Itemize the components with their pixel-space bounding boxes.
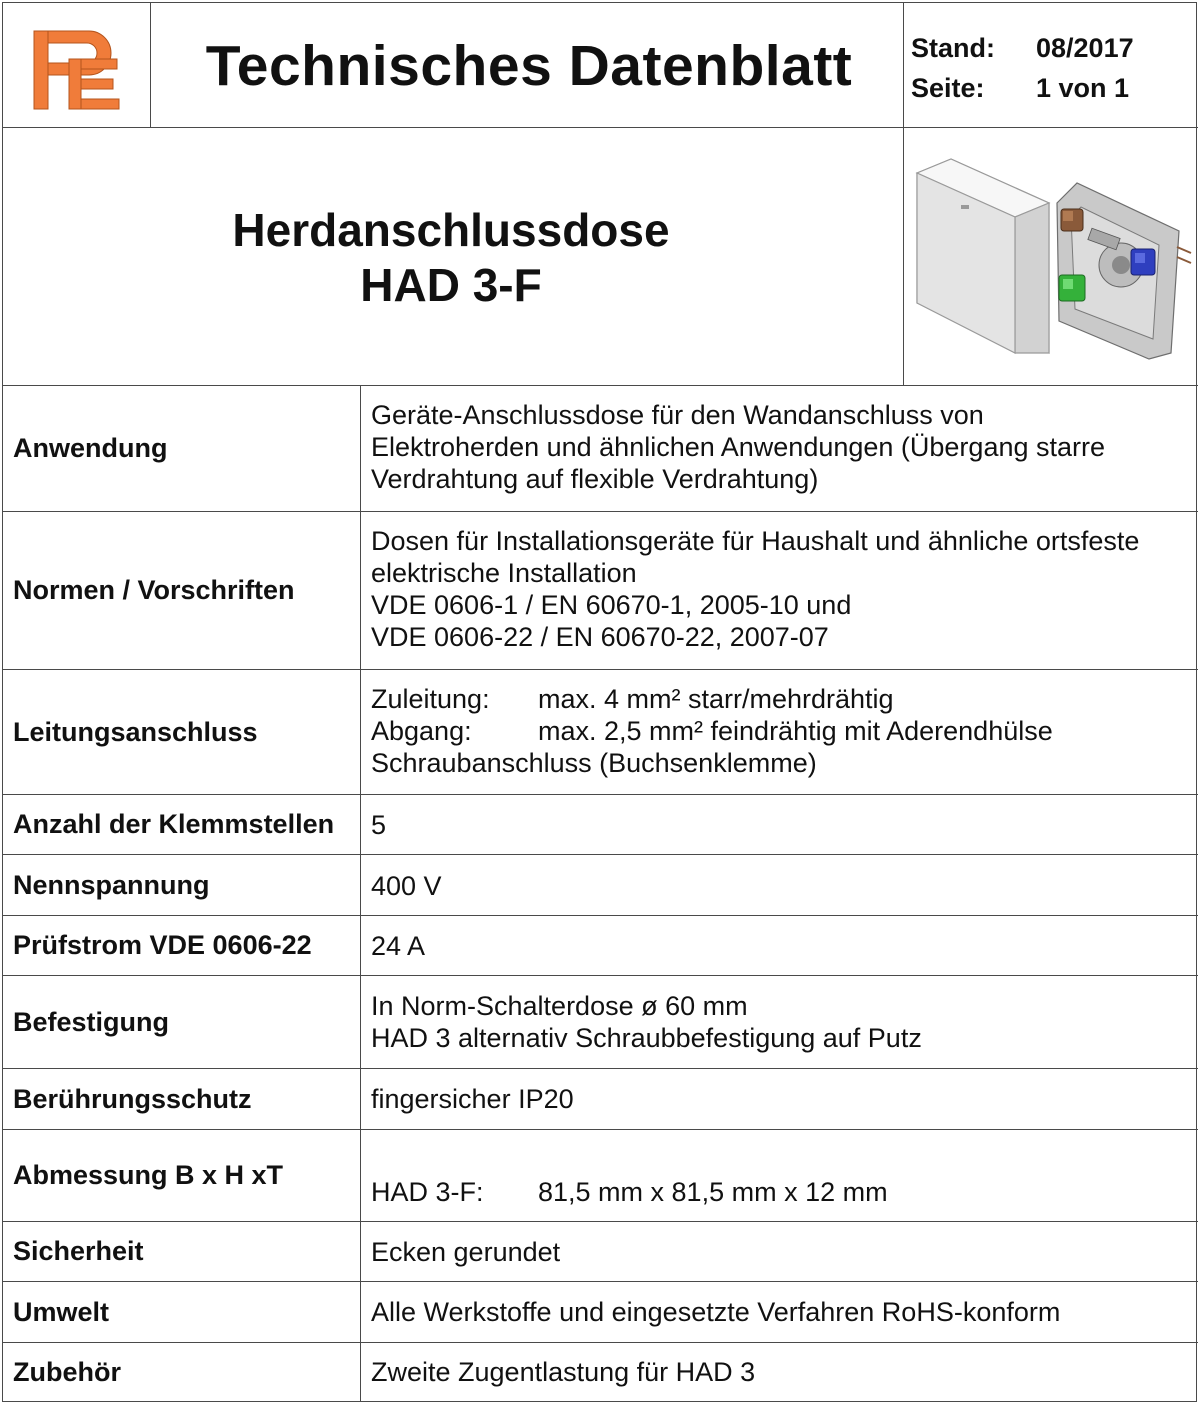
row-value-sicherheit: Ecken gerundet (371, 1237, 561, 1267)
product-title (3, 203, 905, 313)
row-value-klemmstellen: 5 (371, 810, 387, 840)
row-value-zubehoer: Zweite Zugentlastung für HAD 3 (371, 1357, 756, 1387)
row-value-beruehrungsschutz: fingersicher IP20 (371, 1084, 574, 1114)
row-value-pruefstrom: 24 A (371, 931, 426, 961)
row-value-anwendung: Geräte-Anschlussdose für den Wandanschluss von Elektroherden und ähnlichen Anwendungen (Übergang starre Verdrahtung auf flexible Verdrahtung) (371, 400, 1106, 494)
row-label-abmessung: Abmessung B x H xT (13, 1160, 284, 1190)
seite-label: Seite: (911, 73, 985, 103)
divider (3, 1342, 1198, 1343)
row-label-klemmstellen: Anzahl der Klemmstellen (13, 809, 335, 839)
row-label-umwelt: Umwelt (13, 1296, 110, 1327)
row-value-befestigung: In Norm-Schalterdose ø 60 mm HAD 3 alternativ Schraubbefestigung auf Putz (371, 991, 922, 1053)
row-label-beruehrungsschutz: Berührungsschutz (13, 1083, 252, 1114)
row-value-leitungsanschluss: Zuleitung: max. 4 mm² starr/mehrdrähtig Abgang: max. 2,5 mm² feindrähtig mit Aderendhülse Schraubanschluss (Buchsenklemme) (371, 684, 1053, 778)
row-label-nennspannung: Nennspannung (13, 869, 210, 900)
product-name: Herdanschlussdose (232, 204, 670, 256)
row-label-leitungsanschluss: Leitungsanschluss (13, 716, 258, 747)
row-value-normen: Dosen für Installationsgeräte für Haushalt und ähnliche ortsfeste elektrische Installation VDE 0606-1 / EN 60670-1, 2005-10 und VDE 0606-22 / EN 60670-22, 2007-07 (371, 526, 1140, 652)
seite-value: 1 von 1 (1036, 73, 1130, 103)
stand-label: Stand: (911, 33, 995, 63)
product-model: HAD 3-F (360, 259, 542, 311)
divider (360, 386, 361, 1401)
row-label-befestigung: Befestigung (13, 1006, 170, 1037)
divider (150, 3, 151, 128)
datasheet (2, 2, 1197, 1402)
row-label-normen: Normen / Vorschriften (13, 575, 295, 605)
row-label-zubehoer: Zubehör (13, 1356, 121, 1387)
row-value-abmessung: HAD 3-F: 81,5 mm x 81,5 mm x 12 mm (371, 1177, 888, 1207)
document-title: Technisches Datenblatt (205, 34, 853, 98)
company-logo (31, 25, 123, 113)
divider (3, 975, 1198, 976)
row-label-anwendung: Anwendung (13, 433, 168, 463)
product-image (909, 153, 1193, 363)
divider (3, 1281, 1198, 1282)
row-value-umwelt: Alle Werkstoffe und eingesetzte Verfahren RoHS-konform (371, 1297, 1061, 1327)
divider (3, 385, 1198, 386)
divider (3, 1221, 1198, 1222)
row-label-sicherheit: Sicherheit (13, 1236, 144, 1266)
stand-value: 08/2017 (1036, 33, 1134, 63)
row-value-nennspannung: 400 V (371, 871, 442, 901)
row-label-pruefstrom: Prüfstrom VDE 0606-22 (13, 930, 312, 960)
